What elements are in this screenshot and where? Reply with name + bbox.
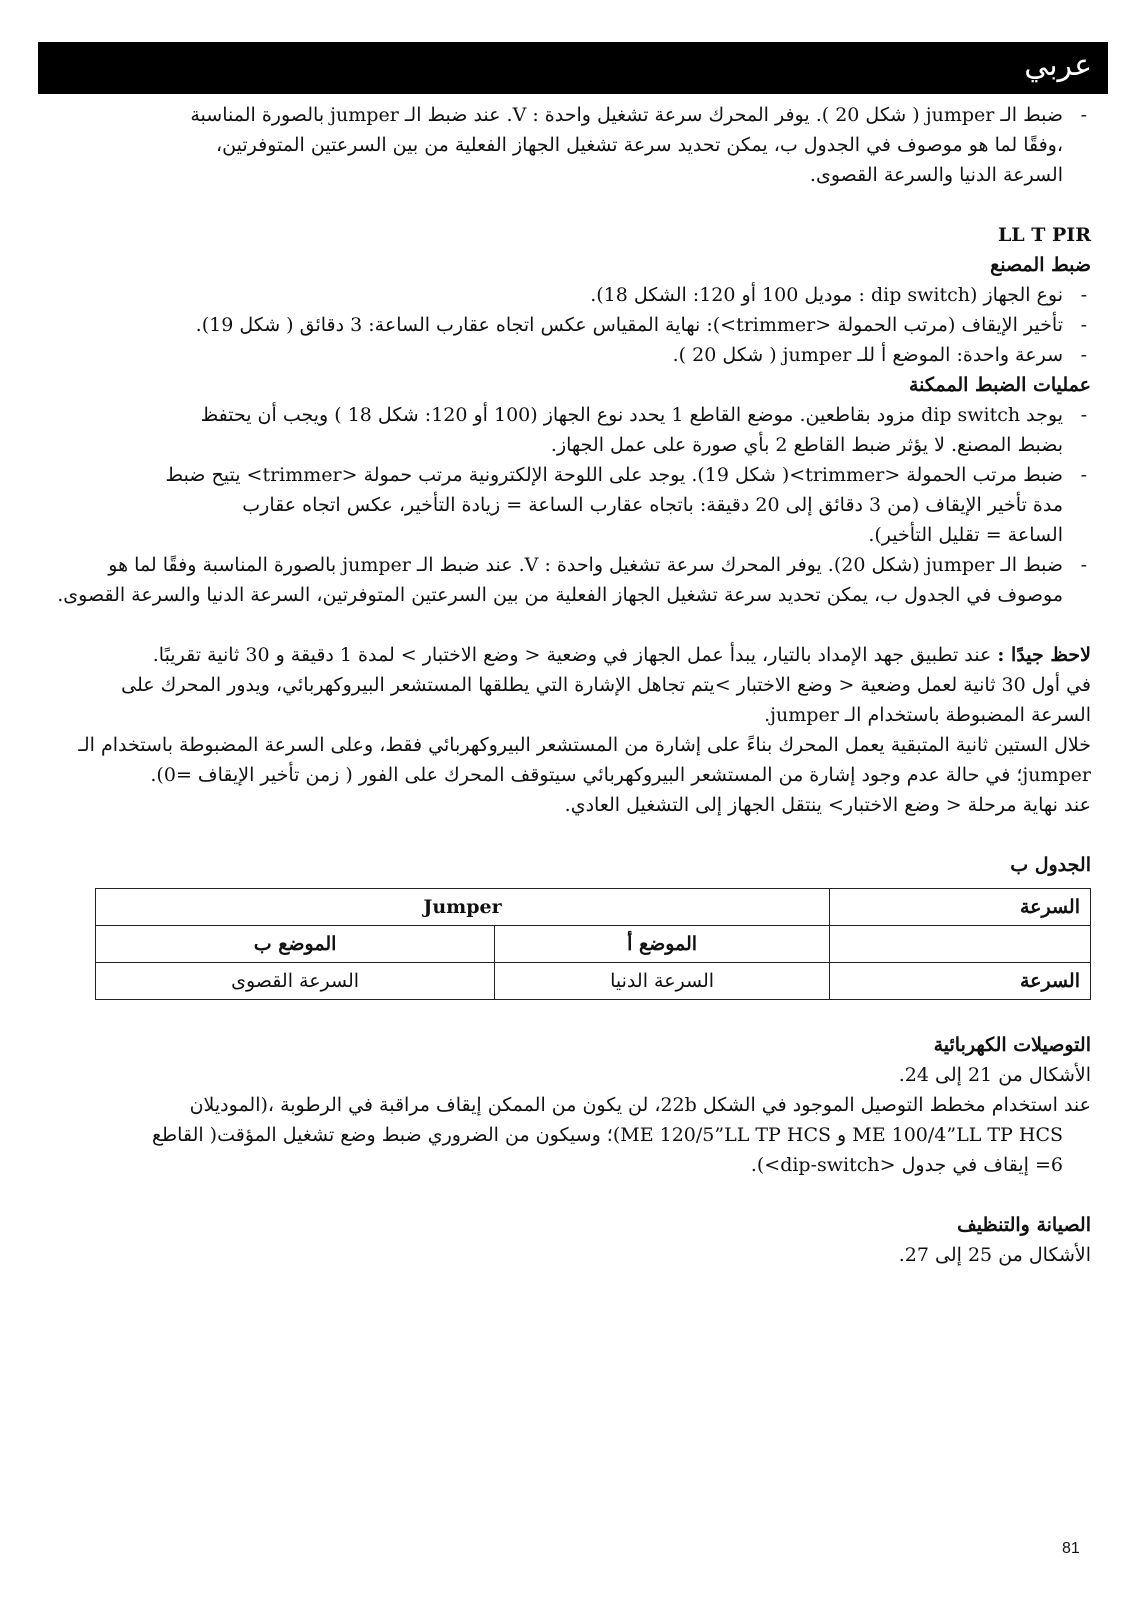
table-cell-min-speed: السرعة الدنيا [495,963,830,1000]
table-cell-empty [830,926,1091,963]
factory-item [40,280,1091,310]
text-line: ME 100/4”LL TP HCS و ME 120/5”LL TP HCS)؛ وسيكون من الضروري ضبط وضع تشغيل المؤقت( القاطع [151,1124,1063,1146]
table-row-label: السرعة [830,963,1091,1000]
possible-item [40,550,1091,610]
table-header-position-a: الموضع أ [495,926,830,963]
factory-item [40,340,1091,370]
possible-item [40,460,1091,550]
text-line: - ضبط الـ jumper (شكل 20). يوفر المحرك سرعة تشغيل واحدة : V. عند ضبط الـ jumper بالصورة المناسبة وفقًا لما هو [108,554,1063,576]
factory-settings-heading: ضبط المصنع [990,254,1091,276]
text-line: الأشكال من 21 إلى 24. [898,1064,1091,1086]
text-line: - يوجد dip switch مزود بقاطعين. موضع القاطع 1 يحدد نوع الجهاز (100 أو 120: شكل 18 ) ويجب أن يحتفظ [200,404,1063,426]
table-cell-max-speed: السرعة القصوى [96,963,495,1000]
text-line: - سرعة واحدة: الموضع أ للـ jumper ( شكل 20 ). [672,344,1063,366]
text-line: الأشكال من 25 إلى 27. [898,1244,1091,1266]
model-title: LL T PIR [997,224,1091,246]
text-line: - ضبط مرتب الحمولة <trimmer>( شكل 19). يوجد على اللوحة الإلكترونية مرتب حمولة <trimmer> يتيح ضبط [165,464,1063,486]
text-line: - نوع الجهاز (dip switch : موديل 100 أو 120: الشكل 18). [590,284,1063,306]
note-paragraph [40,640,1091,670]
text-line: عند استخدام مخطط التوصيل الموجود في الشكل 22b، لن يكون من الممكن إيقاف مراقبة في الرطوبة ،(الموديلان [189,1094,1091,1116]
text-line: موصوف في الجدول ب، يمكن تحديد سرعة تشغيل الجهاز الفعلية من بين السرعتين المتوفرتين، السرعة الدنيا والسرعة القصوى. [57,584,1063,606]
possible-item [40,400,1091,460]
table-header-position-b: الموضع ب [96,926,495,963]
text-line: في أول 30 ثانية لعمل وضعية < وضع الاختبار >يتم تجاهل الإشارة التي يطلقها المستشعر البيروكهربائي، ويدور المحرك على [121,674,1091,696]
text-line: مدة تأخير الإيقاف (من 3 دقائق إلى 20 دقيقة: باتجاه عقارب الساعة = زيادة التأخير، عكس اتجاه عقارب [242,494,1063,516]
page-number: 81 [1062,1540,1080,1557]
language-title: عربي [1024,48,1092,83]
jumper-bullet [40,100,1091,190]
text-line: - ضبط الـ jumper ( شكل 20 ). يوفر المحرك سرعة تشغيل واحدة : V. عند ضبط الـ jumper بالصورة المناسبة [190,104,1063,126]
text-line: عند نهاية مرحلة < وضع الاختبار> ينتقل الجهاز إلى التشغيل العادي. [564,794,1091,816]
text-line: خلال الستين ثانية المتبقية يعمل المحرك بناءً على إشارة من المستشعر البيروكهربائي فقط، وعلى السرعة المضبوطة باستخدام الـ [78,734,1091,756]
text-line: 6= إيقاف في جدول <dip-switch>). [750,1154,1063,1176]
text-line: jumper؛ في حالة عدم وجود إشارة من المستشعر البيروكهربائي سيتوقف المحرك على الفور ( زمن تأخير الإيقاف =0). [150,764,1091,786]
note-label: لاحظ جيدًا : [997,644,1091,666]
factory-item [40,310,1091,340]
electrical-heading: التوصيلات الكهربائية [933,1034,1091,1056]
document-body [40,100,1091,1270]
table-header-speed: السرعة [830,889,1091,926]
text-line: الساعة = تقليل التأخير). [868,524,1063,546]
table-row [96,926,1091,963]
text-line: ،وفقًا لما هو موصوف في الجدول ب، يمكن تحديد سرعة تشغيل الجهاز الفعلية من بين السرعتين المتوفرتين، [216,134,1063,156]
table-header-jumper: Jumper [96,889,830,926]
table-row [96,963,1091,1000]
text-line: عند تطبيق جهد الإمداد بالتيار، يبدأ عمل الجهاز في وضعية < وضع الاختبار > لمدة 1 دقيقة و 30 ثانية تقريبًا. [152,644,998,666]
text-line: السرعة الدنيا والسرعة القصوى. [809,164,1063,186]
language-header-bar [38,42,1108,94]
table-title: الجدول ب [1010,854,1091,876]
table-row [96,889,1091,926]
maintenance-heading: الصيانة والتنظيف [957,1214,1091,1236]
text-line: السرعة المضبوطة باستخدام الـ jumper. [764,704,1091,726]
text-line: - تأخير الإيقاف (مرتب الحمولة <trimmer>): نهاية المقياس عكس اتجاه عقارب الساعة: 3 دقائق ( شكل 19). [195,314,1063,336]
possible-settings-heading: عمليات الضبط الممكنة [908,374,1091,396]
text-line: بضبط المصنع. لا يؤثر ضبط القاطع 2 بأي صورة على عمل الجهاز. [550,434,1063,456]
speed-jumper-table [95,888,1091,1000]
